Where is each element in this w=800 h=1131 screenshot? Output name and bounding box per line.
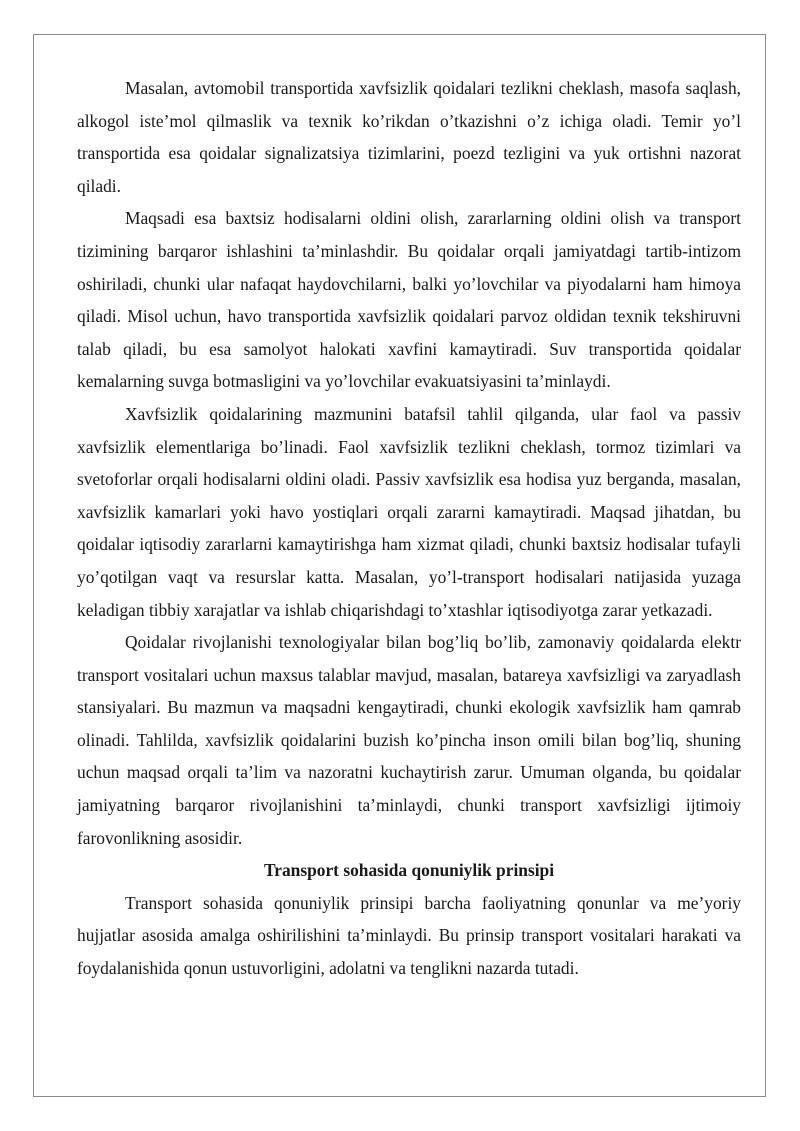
paragraph-4: Qoidalar rivojlanishi texnologiyalar bilan bog’liq bo’lib, zamonaviy qoidalarda elektr transport vositalari uchun maxsus talablar mavjud, masalan, batareya xavfsizligi va zaryadlash stansiyalari. Bu mazmun va maqsadni kengaytiradi, chunki ekologik xavfsizlik ham qamrab olinadi. Tahlilda, xavfsizlik qoidalarini buzish ko’pincha inson omili bilan bog’liq, shuning uchun maqsad orqali ta’lim va nazoratni kuchaytirish zarur. Umuman olganda, bu qoidalar jamiyatning barqaror rivojlanishini ta’minlaydi, chunki transport xavfsizligi ijtimoiy farovonlikning asosidir. (77, 632, 741, 848)
section-heading: Transport sohasida qonuniylik prinsipi (263, 860, 555, 881)
paragraph-1: Masalan, avtomobil transportida xavfsizlik qoidalari tezlikni cheklash, masofa saqlash, alkogol iste’mol qilmaslik va texnik ko’rikdan o’tkazishni o’z ichiga oladi. Temir yo’l transportida esa qoidalar signalizatsiya tizimlarini, poezd tezligini va yuk ortishni nazorat qiladi. (77, 78, 741, 196)
paragraph-3: Xavfsizlik qoidalarining mazmunini batafsil tahlil qilganda, ular faol va passiv xavfsizlik elementlariga bo’linadi. Faol xavfsizlik tezlikni cheklash, tormoz tizimlari va svetoforlar orqali hodisalarni oldini oladi. Passiv xavfsizlik esa hodisa yuz berganda, masalan, xavfsizlik kamarlari yoki havo yostiqlari orqali zararni kamaytiradi. Maqsad jihatdan, bu qoidalar iqtisodiy zararlarni kamaytirishga ham xizmat qiladi, chunki baxtsiz hodisalar tufayli yo’qotilgan vaqt va resurslar katta. Masalan, yo’l-transport hodisalari natijasida yuzaga keladigan tibbiy xarajatlar va ishlab chiqarishdagi to’xtashlar iqtisodiyotga zarar yetkazadi. (77, 403, 741, 620)
document-body (77, 72, 741, 985)
paragraph-5: Transport sohasida qonuniylik prinsipi barcha faoliyatning qonunlar va me’yoriy hujjatlar asosida amalga oshirilishini ta’minlaydi. Bu prinsip transport vositalari harakati va foydalanishida qonun ustuvorligini, adolatni va tenglikni nazarda tutadi. (77, 892, 741, 979)
paragraph-2: Maqsadi esa baxtsiz hodisalarni oldini olish, zararlarning oldini olish va transport tizimining barqaror ishlashini ta’minlashdir. Bu qoidalar orqali jamiyatdagi tartib-intizom oshiriladi, chunki ular nafaqat haydovchilarni, balki yo’lovchilar va piyodalarni ham himoya qiladi. Misol uchun, havo transportida xavfsizlik qoidalari parvoz oldidan texnik tekshiruvni talab qiladi, bu esa samolyot halokati xavfini kamaytiradi. Suv transportida qoidalar kemalarning suvga botmasligini va yo’lovchilar evakuatsiyasini ta’minlaydi. (77, 208, 741, 392)
